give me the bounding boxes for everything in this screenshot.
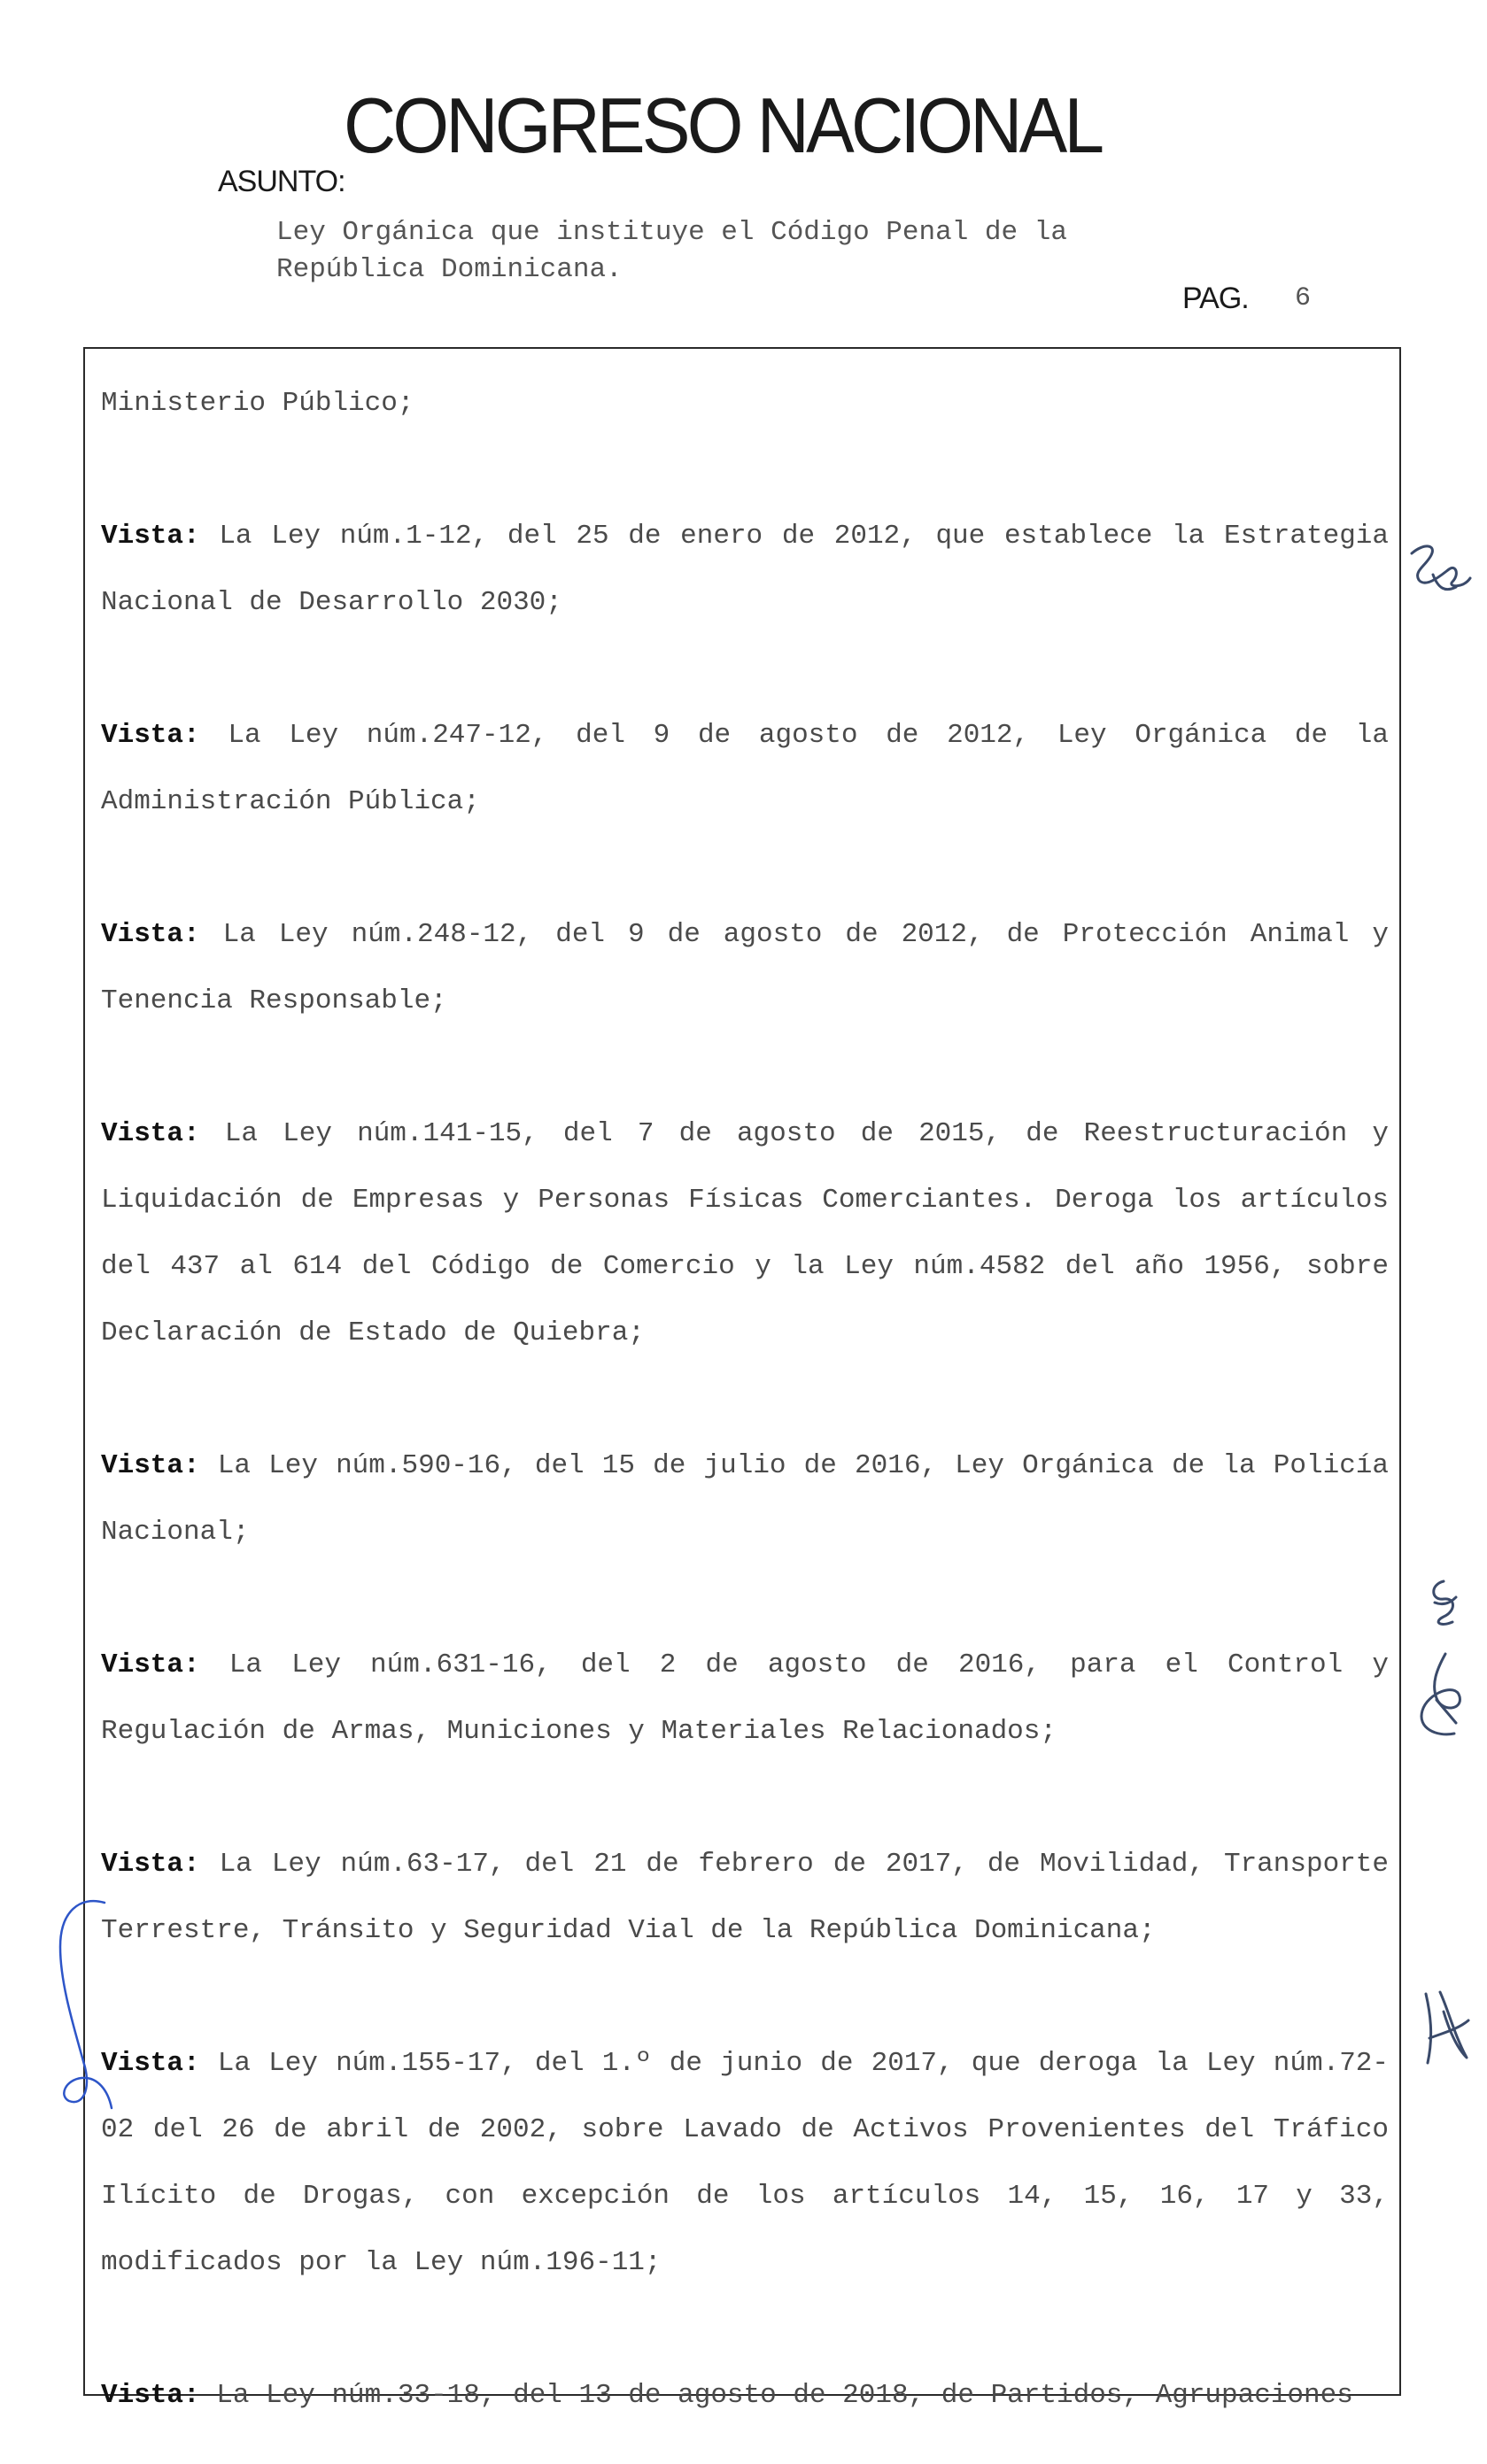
- vista-label: Vista:: [101, 521, 200, 552]
- vista-paragraph: [101, 702, 1389, 835]
- vista-paragraph: [101, 1433, 1389, 1565]
- vista-label: Vista:: [101, 720, 200, 751]
- page-number: 6: [1295, 283, 1312, 313]
- vista-text: La Ley núm.141-15, del 7 de agosto de 2015, de Reestructuración y Liquidación de Empresas y Personas Físicas Comerciantes. Deroga los artículos del 437 al 614 del Código de Comercio y la Ley núm.4582 del año 1956, sobre Declaración de Estado de Quiebra;: [101, 1118, 1389, 1348]
- vista-paragraph: [101, 901, 1389, 1034]
- vista-label: Vista:: [101, 919, 200, 950]
- vista-label: Vista:: [101, 1649, 200, 1680]
- margin-initials-signature: [1413, 1985, 1475, 2074]
- vista-text: La Ley núm.63-17, del 21 de febrero de 2017, de Movilidad, Transporte Terrestre, Tránsito y Seguridad Vial de la República Dominicana;: [101, 1849, 1389, 1946]
- vista-paragraph: [101, 1632, 1389, 1765]
- continuation-line: Ministerio Público;: [101, 388, 414, 419]
- vista-label: Vista:: [101, 1118, 200, 1149]
- margin-initials-signature: [1406, 536, 1477, 615]
- margin-initials-signature: [1410, 1649, 1472, 1746]
- vista-text: La Ley núm.631-16, del 2 de agosto de 2016, para el Control y Regulación de Armas, Municiones y Materiales Relacionados;: [101, 1649, 1389, 1747]
- vista-text: La Ley núm.247-12, del 9 de agosto de 2012, Ley Orgánica de la Administración Pública;: [101, 720, 1390, 817]
- vista-label: Vista:: [101, 1849, 200, 1880]
- vista-paragraph: [101, 2030, 1389, 2296]
- vista-label: Vista:: [101, 1450, 200, 1481]
- vista-paragraph: [101, 2362, 1389, 2429]
- subject-text: Ley Orgánica que instituye el Código Penal de la República Dominicana.: [276, 217, 1067, 285]
- vista-paragraph: [101, 1831, 1389, 1964]
- vista-paragraph: [101, 1101, 1389, 1366]
- vista-label: Vista:: [101, 2048, 200, 2079]
- vista-text: La Ley núm.33-18, del 13 de agosto de 2018, de Partidos, Agrupaciones: [216, 2380, 1353, 2411]
- asunto-label: ASUNTO:: [218, 165, 345, 198]
- margin-initials-signature: [1417, 1576, 1470, 1629]
- vista-paragraph: [101, 503, 1389, 636]
- vista-label: Vista:: [101, 2380, 200, 2411]
- document-title: CONGRESO NACIONAL: [344, 81, 1102, 169]
- body-text: [101, 370, 1389, 2429]
- left-margin-signature: [27, 1890, 124, 2120]
- vista-text: La Ley núm.590-16, del 15 de julio de 2016, Ley Orgánica de la Policía Nacional;: [101, 1450, 1390, 1548]
- page-label: PAG.: [1182, 282, 1249, 315]
- vista-text: La Ley núm.1-12, del 25 de enero de 2012, que establece la Estrategia Nacional de Desarrollo 2030;: [101, 521, 1390, 618]
- vista-text: La Ley núm.248-12, del 9 de agosto de 2012, de Protección Animal y Tenencia Responsable;: [101, 919, 1389, 1016]
- vista-text: La Ley núm.155-17, del 1.º de junio de 2017, que deroga la Ley núm.72-02 del 26 de abril de 2002, sobre Lavado de Activos Provenientes del Tráfico Ilícito de Drogas, con excepción de los artículos 14, 15, 16, 17 y 33, modificados por la Ley núm.196-11;: [101, 2048, 1390, 2278]
